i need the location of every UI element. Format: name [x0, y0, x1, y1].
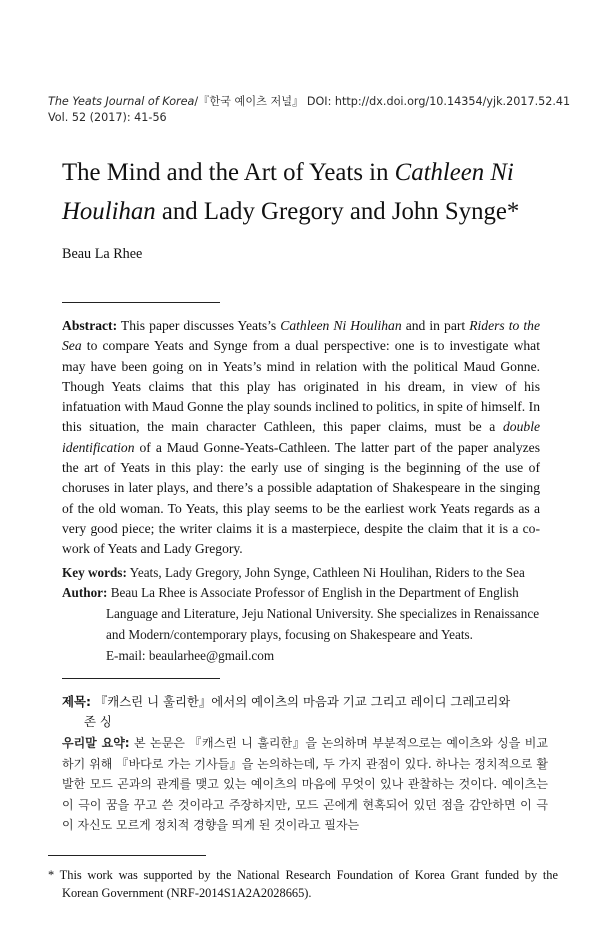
journal-citation-line	[48, 94, 571, 110]
author-info-continued: Language and Literature, Jeju National University. She specializes in Renaissance and Modern/contemporary plays, focusing on Shakespeare and Yeats. E-mail: beaularhee@gmail.com	[106, 606, 540, 663]
volume-info: Vol. 52 (2017): 41-56	[48, 111, 167, 124]
paper-title	[62, 153, 562, 231]
author-info-label: Author:	[62, 585, 108, 600]
email-label: E-mail:	[106, 648, 149, 663]
footnote-divider	[48, 855, 206, 856]
doi-link[interactable]: DOI: http://dx.doi.org/10.14354/yjk.2017.52.41	[303, 95, 571, 108]
author-name: Beau La Rhee	[62, 246, 143, 262]
korean-abstract-label: 우리말 요약:	[62, 736, 130, 750]
title-line-2: Houlihan and Lady Gregory and John Synge*	[62, 198, 520, 225]
divider-top	[62, 302, 220, 303]
korean-title-label: 제목:	[62, 694, 91, 709]
korean-title: 제목: 『캐스린 니 훌리한』에서의 예이츠의 마음과 기교 그리고 레이디 그레고리와 존 싱	[62, 694, 511, 729]
title-line-1: The Mind and the Art of Yeats in Cathleen Ni	[62, 159, 514, 186]
korean-abstract: 우리말 요약: 본 논문은 『캐스린 니 훌리한』을 논의하며 부분적으로는 예이츠와 싱을 비교하기 위해 『바다로 가는 기사들』을 논의하는데, 두 가지 관점이 있다. 하나는 정치적으로 활발한 모드 곤과의 관계를 맺고 있는 예이츠의 마음에 무엇이 있나 관찰하는 것이다. 예이츠는 이 극이 꿈을 꾸고 쓴 것이라고 주장하지만, 모드 곤에게 현혹되어 있던 점을 감안하면 이 극이 자신도 모르게 정치적 경향을 띄게 된 것이라고 필자는	[62, 736, 548, 833]
abstract: Abstract: This paper discusses Yeats’s Cathleen Ni Houlihan and in part Riders to the Sea to compare Yeats and Synge from a dual perspective: one is to investigate what may have been going on in Yeats’s mind in relation with the political Maud Gonne. Though Yeats claims that this play has originated in his dream, in view of his infatuation with Maud Gonne the play sounds inclined to politics, in spite of himself. In this situation, the main character Cathleen, this paper claims, must be a double identification of a Maud Gonne-Yeats-Cathleen. The latter part of the paper analyzes the art of Yeats in this play: the early use of singing is the beginning of the use of choruses in later plays, and there’s a possible adaptation of Shakespeare in the singing of the old woman. To Yeats, this play seems to be the earliest work Yeats regards as a very good piece; the writer claims it is a masterpiece, despite the claim that it is a co-work of Yeats and Lady Gregory.	[62, 318, 540, 557]
keywords	[62, 563, 562, 583]
author-info: Author: Beau La Rhee is Associate Professor of English in the Department of English	[62, 585, 519, 600]
journal-name: The Yeats Journal of Korea	[48, 95, 195, 108]
journal-name-korean: /『한국 예이츠 저널』	[194, 95, 304, 108]
divider-middle	[62, 678, 220, 679]
abstract-label: Abstract:	[62, 318, 118, 333]
keywords-text: Yeats, Lady Gregory, John Synge, Cathleen Ni Houlihan, Riders to the Sea	[126, 565, 525, 580]
author-email[interactable]: beaularhee@gmail.com	[148, 648, 275, 663]
keywords-label: Key words:	[62, 565, 127, 580]
footnote: * This work was supported by the National Research Foundation of Korea Grant funded by the Korean Government (NRF-2014S1A2A2028665).	[48, 868, 558, 900]
journal-header	[48, 94, 571, 126]
